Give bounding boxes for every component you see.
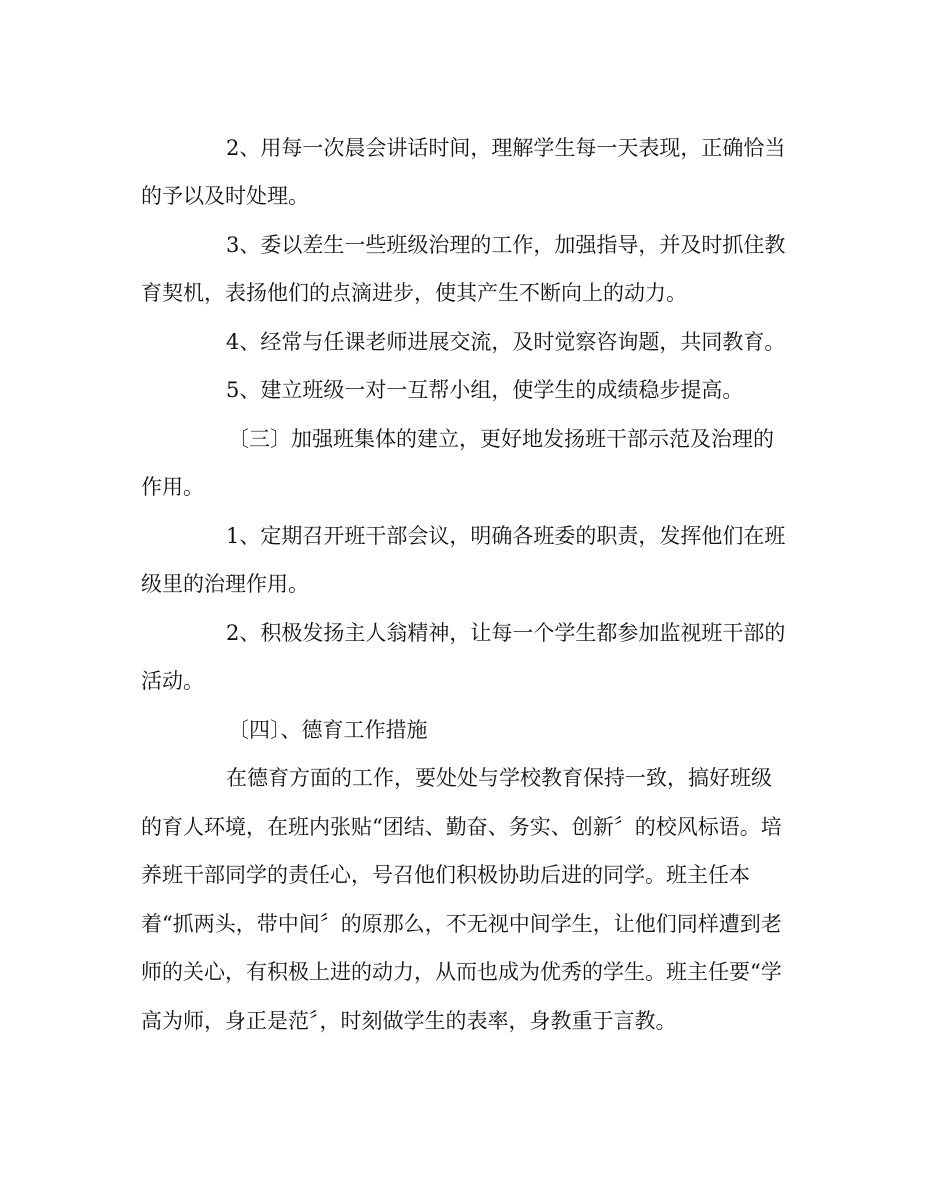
item-5: 5、建立班级一对一互帮小组，使学生的成绩稳步提高。 [226, 378, 744, 402]
item-2-line-2: 的予以及时处理。 [141, 184, 309, 208]
item-3-line-2: 育契机，表扬他们的点滴进步，使其产生不断向上的动力。 [141, 281, 687, 305]
paragraph-line-5: 师的关心，有积极上进的动力，从而也成为优秀的学生。班主任要“学 [141, 960, 782, 984]
section-3-heading-line-1: 〔三〕加强班集体的建立，更好地发扬班干部示范及治理的 [228, 427, 774, 451]
section-3-item-1-line-1: 1、定期召开班干部会议，明确各班委的职责，发挥他们在班 [226, 524, 786, 548]
paragraph-line-1: 在德育方面的工作，要处处与学校教育保持一致，搞好班级 [226, 766, 772, 790]
paragraph-line-6: 高为师，身正是范〞，时刻做学生的表率，身教重于言教。 [141, 1009, 677, 1033]
item-3-line-1: 3、委以差生一些班级治理的工作，加强指导，并及时抓住教 [226, 233, 786, 257]
paragraph-line-3: 养班干部同学的责任心，号召他们积极协助后进的同学。班主任本 [141, 863, 750, 887]
section-3-item-1-line-2: 级里的治理作用。 [141, 572, 309, 596]
section-4-heading: 〔四〕、德育工作措施 [228, 718, 428, 742]
item-4: 4、经常与任课老师进展交流，及时觉察咨询题，共同教育。 [226, 330, 786, 354]
section-3-item-2-line-1: 2、积极发扬主人翁精神，让每一个学生都参加监视班干部的 [226, 621, 786, 645]
item-2-line-1: 2、用每一次晨会讲话时间，理解学生每一天表现，正确恰当 [226, 136, 786, 160]
section-3-heading-line-2: 作用。 [141, 475, 204, 499]
section-3-item-2-line-2: 活动。 [141, 669, 204, 693]
paragraph-line-2: 的育人环境，在班内张贴“团结、勤奋、务实、创新〞的校风标语。培 [141, 815, 782, 839]
paragraph-line-4: 着“抓两头，带中间〞的原那么，不无视中间学生，让他们同样遭到老 [141, 912, 782, 936]
